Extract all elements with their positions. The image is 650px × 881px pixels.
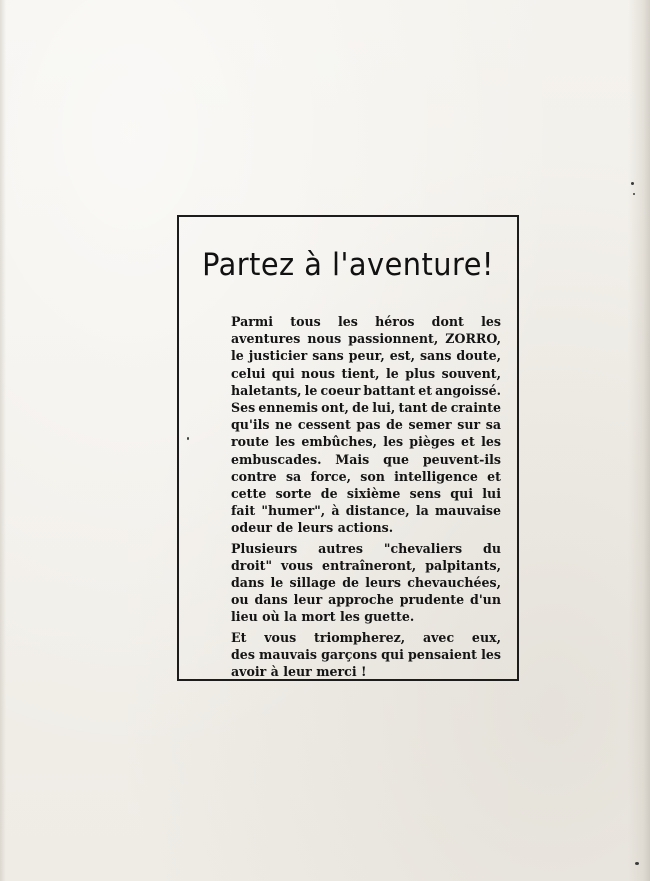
text-line: qu'ils ne cessent pas de semer sur sa: [231, 417, 501, 433]
text-line: embuscades. Mais que peuvent-ils: [231, 451, 501, 467]
page-right-edge: [628, 0, 650, 881]
text-line: avoir à leur merci !: [231, 664, 367, 680]
text-line: haletants, le coeur battant et angoissé.: [231, 382, 501, 398]
text-line: Et vous triompherez, avec eux,: [231, 629, 501, 645]
text-line: le justicier sans peur, est, sans doute,: [231, 348, 501, 364]
text-line: contre sa force, son intelligence et: [231, 468, 501, 484]
text-line: route les embûches, les pièges et les: [231, 434, 501, 450]
text-line: droit" vous entraîneront, palpitants,: [231, 557, 501, 573]
text-line: Plusieurs autres "chevaliers du: [231, 540, 501, 556]
text-line: Parmi tous les héros dont les: [231, 314, 501, 329]
text-frame: [177, 215, 519, 681]
text-line: ou dans leur approche prudente d'un: [231, 592, 501, 608]
text-line: dans le sillage de leurs chevauchées,: [231, 575, 501, 591]
text-line: fait "humer", à distance, la mauvaise: [231, 503, 501, 519]
text-line: cette sorte de sixième sens qui lui: [231, 486, 501, 502]
ink-speck: [633, 193, 635, 195]
page-title: Partez à l'aventure!: [202, 247, 494, 283]
ink-speck: [631, 182, 634, 185]
text-line: des mauvais garçons qui pensaient les: [231, 646, 501, 662]
ink-speck: [635, 862, 639, 865]
body-text: [231, 313, 501, 680]
text-line: Ses ennemis ont, de lui, tant de crainte: [231, 400, 501, 416]
text-line: celui qui nous tient, le plus souvent,: [231, 365, 501, 381]
text-line: odeur de leurs actions.: [231, 520, 394, 536]
text-line: lieu où la mort les guette.: [231, 609, 415, 625]
page-left-edge: [0, 0, 6, 881]
text-line: aventures nous passionnent, ZORRO,: [231, 331, 501, 347]
